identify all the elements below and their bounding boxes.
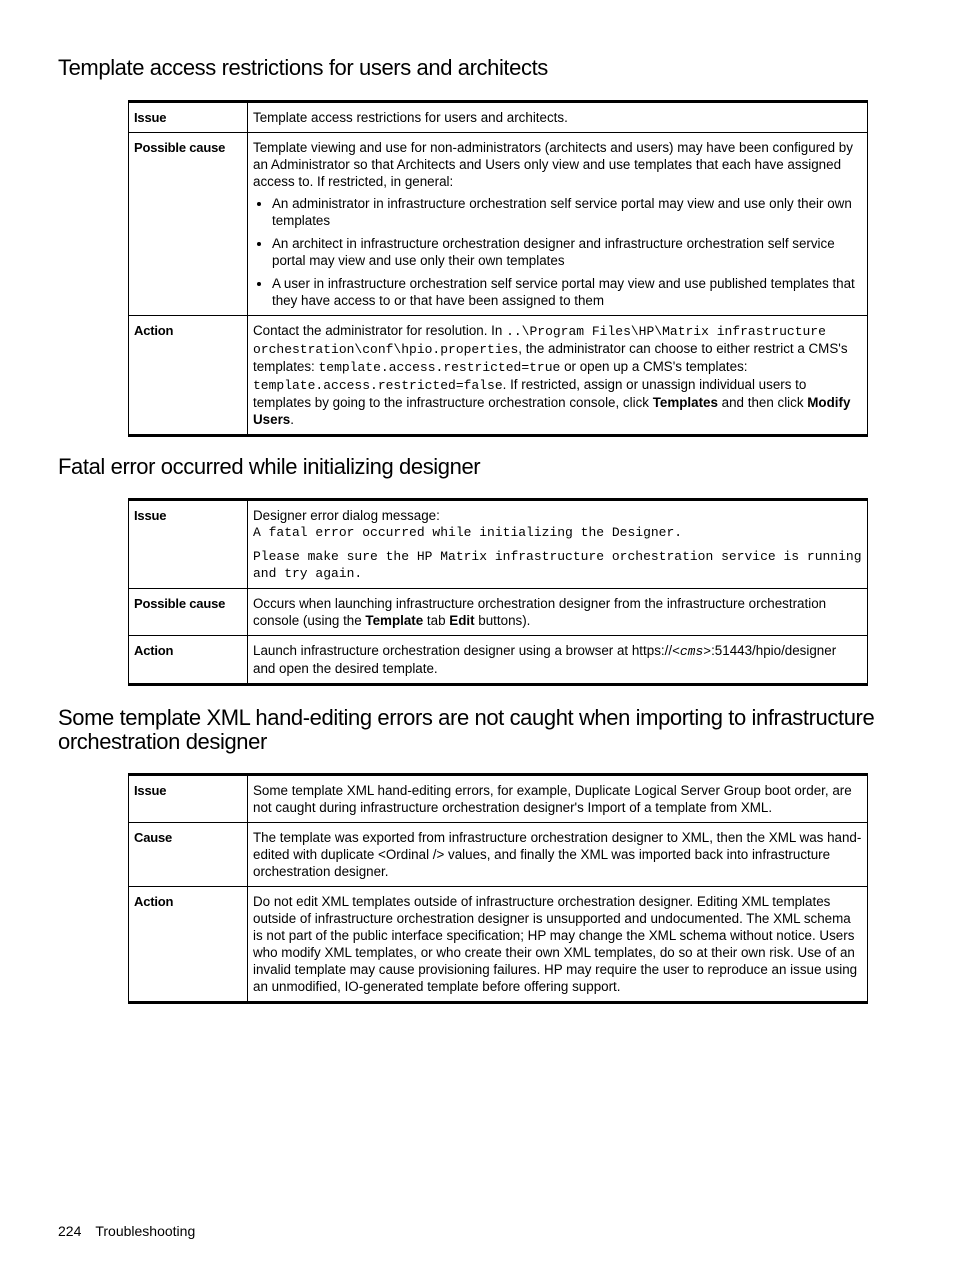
page-footer	[58, 1223, 209, 1239]
chapter-name: Troubleshooting	[95, 1223, 196, 1239]
table-row-action	[129, 887, 868, 1003]
troubleshooting-table-template-access	[128, 100, 868, 437]
table-row-issue	[129, 775, 868, 823]
row-value: Some template XML hand-editing errors, for example, Duplicate Logical Server Group boot order, are not caught during infrastructure orchestration designer's Import of a template from XML.	[248, 775, 868, 823]
row-label: Issue	[129, 102, 248, 133]
list-item: • An administrator in infrastructure orchestration self service portal may view and use only their own templates	[272, 195, 862, 229]
row-label: Action	[129, 636, 248, 685]
action-text: .	[290, 412, 294, 427]
list-item: • A user in infrastructure orchestration self service portal may view and use published templates that they have access to or that have been assigned to them	[272, 275, 862, 309]
template-ui-term: Template	[365, 613, 424, 628]
row-label: Action	[129, 316, 248, 436]
section-title-xml-hand-editing: Some template XML hand-editing errors are not caught when importing to infrastructure orchestration designer	[58, 705, 875, 754]
action-text: or open up a CMS's templates:	[560, 359, 748, 374]
cause-text: buttons).	[474, 613, 531, 628]
row-label: Possible cause	[129, 133, 248, 316]
section-title-template-access: Template access restrictions for users and architects	[58, 55, 548, 80]
row-value: Do not edit XML templates outside of infrastructure orchestration designer. Editing XML templates outside of infrastructure orchestration designer is unsupported and undocumented. The XML schema is not part of the public interface specification; HP may change the XML schema without notice. Users who modify XML templates, or who create their own XML templates, do so at their own risk. Use of an invalid template may cause provisioning failures. HP may require the user to reproduce an issue using an unmodified, IO-generated template before offering support.	[248, 887, 868, 1003]
row-value	[248, 500, 868, 589]
cause-text: tab	[423, 613, 450, 628]
properties-file-path: ..\Program Files\HP\Matrix infrastructure orchestration\conf\hpio.properties	[253, 324, 826, 357]
cause-text: Template viewing and use for non-administrators (architects and users) may have been configured by an Administrator so that Architects and Users only view and use templates that each have assigned access to. If restricted, in general:	[253, 140, 853, 189]
table-row-action	[129, 636, 868, 685]
table-row-possible-cause	[129, 589, 868, 636]
action-text: :51443/hpio/designer and open the desired template.	[253, 643, 837, 676]
action-text: . If restricted, assign or unassign individual users to templates by going to the infrastructure orchestration console, click	[253, 377, 807, 410]
row-value	[248, 589, 868, 636]
row-label: Cause	[129, 823, 248, 887]
row-value	[248, 636, 868, 685]
error-message-line: A fatal error occurred while initializing the Designer.	[253, 525, 683, 540]
cause-text: Occurs when launching infrastructure orchestration designer from the infrastructure orchestration console (using the	[253, 596, 827, 628]
edit-ui-term: Edit	[449, 613, 475, 628]
table-row-cause	[129, 823, 868, 887]
error-message-line: Please make sure the HP Matrix infrastructure orchestration service is running and try again.	[253, 549, 862, 581]
table-row-issue	[129, 500, 868, 589]
row-value	[248, 316, 868, 436]
row-value: Template access restrictions for users and architects.	[248, 102, 868, 133]
troubleshooting-table-xml-hand-editing	[128, 773, 868, 1004]
row-value: The template was exported from infrastructure orchestration designer to XML, then the XML was hand-edited with duplicate <Ordinal /> values, and finally the XML was imported back into infrastructure orchestration designer.	[248, 823, 868, 887]
table-row-action	[129, 316, 868, 436]
action-text: Contact the administrator for resolution. In	[253, 323, 507, 338]
action-text: , the administrator can choose to either restrict a CMS's templates:	[253, 341, 848, 374]
section-title-fatal-error: Fatal error occurred while initializing designer	[58, 454, 481, 479]
row-value	[248, 133, 868, 316]
restricted-false-setting: template.access.restricted=false	[253, 378, 503, 393]
list-item: • An architect in infrastructure orchestration designer and infrastructure orchestration self service portal may view and use only their own templates	[272, 235, 862, 269]
row-label: Issue	[129, 500, 248, 589]
row-label: Action	[129, 887, 248, 1003]
row-label: Possible cause	[129, 589, 248, 636]
modify-users-ui-term: Modify Users	[253, 395, 851, 427]
table-row-issue	[129, 102, 868, 133]
action-text: Launch infrastructure orchestration designer using a browser at https://	[253, 643, 673, 658]
cause-bullet-list	[253, 195, 862, 309]
table-row-possible-cause	[129, 133, 868, 316]
row-label: Issue	[129, 775, 248, 823]
troubleshooting-table-fatal-error	[128, 498, 868, 686]
action-text: and then click	[717, 395, 808, 410]
issue-text: Designer error dialog message:	[253, 508, 440, 523]
page-number: 224	[58, 1223, 82, 1239]
restricted-true-setting: template.access.restricted=true	[318, 360, 561, 375]
templates-ui-term: Templates	[652, 395, 718, 410]
cms-placeholder: <cms>	[672, 644, 712, 659]
